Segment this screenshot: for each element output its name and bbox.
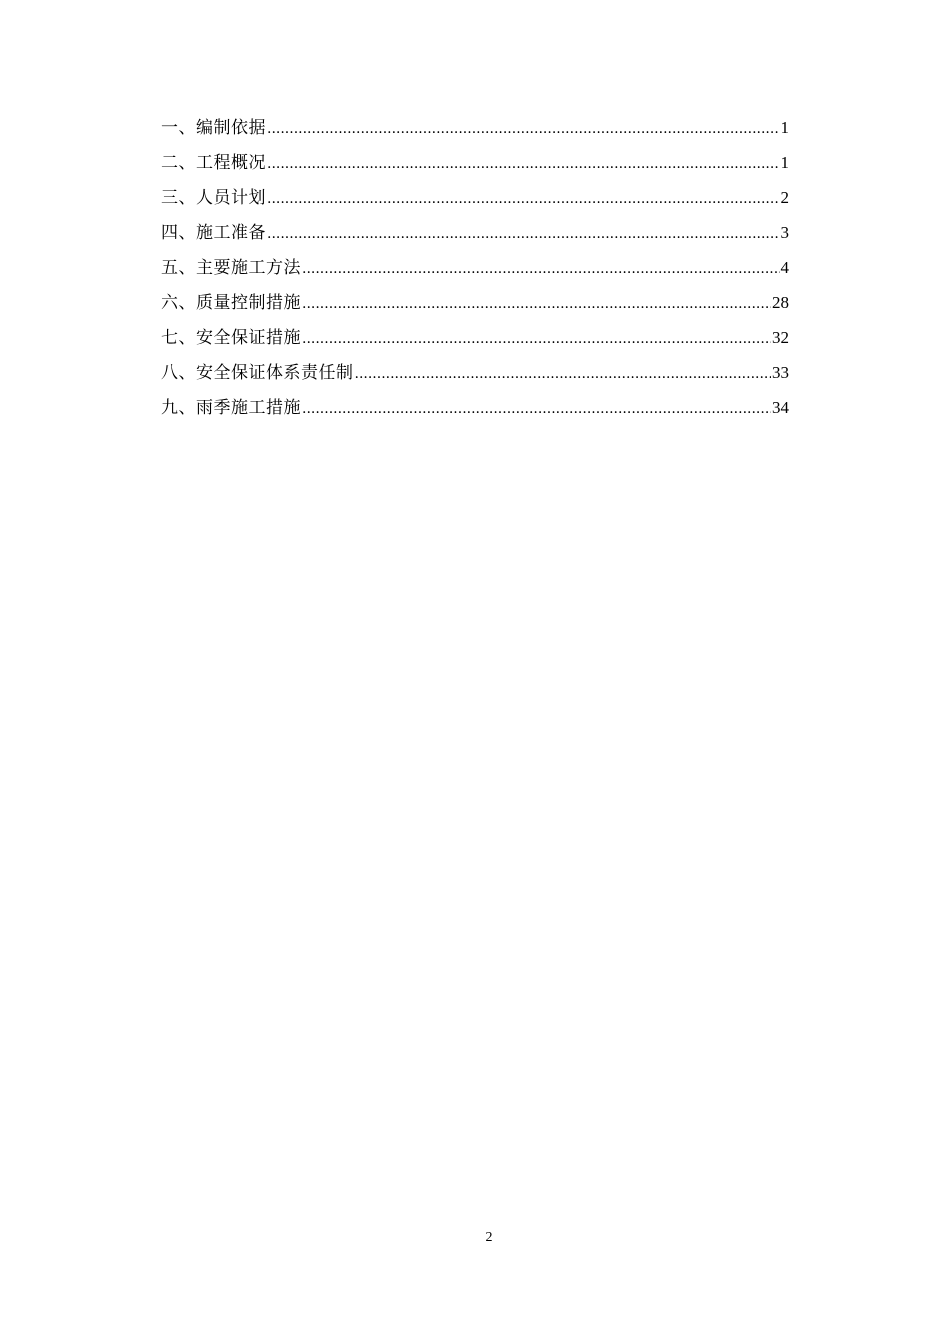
toc-dot-leader (267, 184, 780, 214)
toc-dot-leader (267, 149, 780, 179)
toc-entry[interactable] (161, 148, 789, 183)
toc-entry-title: 三、人员计划 (161, 188, 266, 208)
toc-entry-title: 七、安全保证措施 (161, 328, 301, 348)
toc-dot-leader (302, 324, 771, 354)
toc-entry-page: 1 (780, 153, 789, 172)
toc-dot-leader (355, 359, 772, 389)
toc-entry[interactable] (161, 393, 789, 428)
toc-entry[interactable] (161, 358, 789, 393)
toc-dot-leader (302, 394, 771, 424)
toc-dot-leader (302, 289, 771, 319)
toc-entry[interactable] (161, 183, 789, 218)
toc-entry-page: 2 (780, 188, 789, 207)
toc-entry-title: 五、主要施工方法 (161, 258, 301, 278)
toc-entry-title: 八、安全保证体系责任制 (161, 363, 354, 383)
toc-entry-page: 34 (772, 398, 789, 417)
toc-entry-page: 33 (772, 363, 789, 382)
toc-dot-leader (302, 254, 780, 284)
toc-entry-title: 一、编制依据 (161, 118, 266, 138)
toc-entry-title: 二、工程概况 (161, 153, 266, 173)
table-of-contents (161, 113, 789, 428)
toc-entry[interactable] (161, 218, 789, 253)
toc-entry[interactable] (161, 323, 789, 358)
toc-entry[interactable] (161, 288, 789, 323)
toc-entry-page: 3 (780, 223, 789, 242)
toc-dot-leader (267, 219, 780, 249)
toc-entry-page: 1 (780, 118, 789, 137)
toc-entry-title: 九、雨季施工措施 (161, 398, 301, 418)
toc-entry-page: 4 (780, 258, 789, 277)
toc-entry[interactable] (161, 253, 789, 288)
toc-entry[interactable] (161, 113, 789, 148)
toc-dot-leader (267, 114, 780, 144)
toc-entry-page: 32 (772, 328, 789, 347)
toc-entry-title: 六、质量控制措施 (161, 293, 301, 313)
toc-entry-title: 四、施工准备 (161, 223, 266, 243)
page-number: 2 (485, 1230, 493, 1245)
toc-entry-page: 28 (772, 293, 789, 312)
